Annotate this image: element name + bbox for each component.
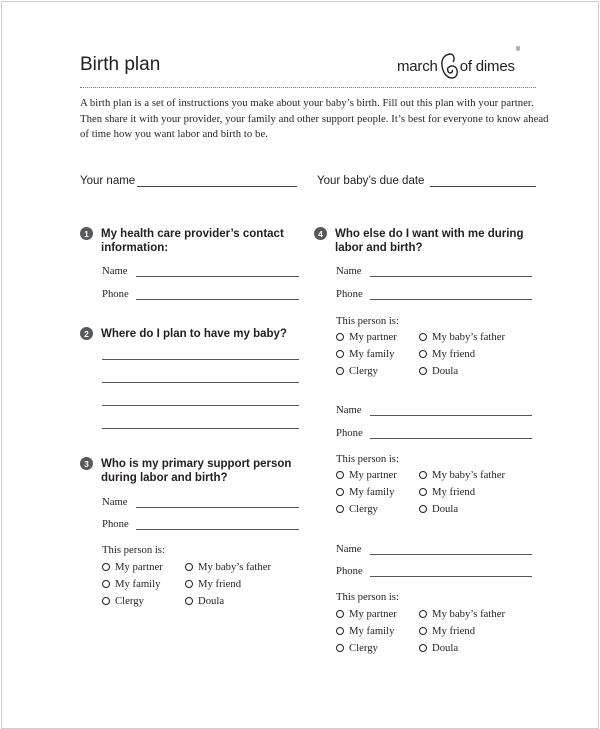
radio-circle-icon[interactable] — [419, 488, 427, 496]
option-label: My family — [349, 625, 395, 637]
radio-circle-icon[interactable] — [336, 488, 344, 496]
this-person-label: This person is: — [336, 591, 399, 603]
section-title-line: Where do I plan to have my baby? — [101, 328, 287, 340]
phone-label: Phone — [102, 288, 129, 300]
section-number-badge: 2 — [80, 327, 93, 340]
radio-circle-icon[interactable] — [102, 580, 110, 588]
page-title: Birth plan — [80, 54, 161, 75]
option-my-friend[interactable] — [419, 625, 475, 637]
option-label: My baby’s father — [432, 331, 506, 343]
birth-location-line-2[interactable] — [102, 381, 299, 383]
section-number-badge: 3 — [80, 457, 93, 470]
radio-circle-icon[interactable] — [336, 644, 344, 652]
person-a-phone-line[interactable] — [370, 289, 532, 300]
this-person-label: This person is: — [336, 453, 399, 465]
option-label: My baby’s father — [198, 561, 272, 573]
person-a-name-field[interactable] — [336, 265, 532, 277]
option-doula[interactable] — [419, 365, 458, 377]
radio-circle-icon[interactable] — [419, 367, 427, 375]
section-title-line: during labor and birth? — [101, 472, 228, 484]
radio-circle-icon[interactable] — [419, 333, 427, 341]
person-a-phone-field[interactable] — [336, 288, 532, 300]
phone-label: Phone — [336, 427, 363, 439]
radio-circle-icon[interactable] — [419, 350, 427, 358]
option-doula[interactable] — [419, 503, 458, 515]
option-clergy[interactable] — [102, 595, 144, 607]
section-number-badge: 1 — [80, 227, 93, 240]
option-my-partner[interactable] — [336, 469, 397, 481]
provider-phone-line[interactable] — [136, 289, 299, 300]
provider-name-field[interactable] — [102, 265, 299, 277]
option-label: My partner — [349, 469, 397, 481]
option-my-friend[interactable] — [185, 578, 241, 590]
phone-label: Phone — [336, 288, 363, 300]
option-label: My family — [349, 348, 395, 360]
radio-circle-icon[interactable] — [419, 505, 427, 513]
option-label: My baby’s father — [432, 469, 506, 481]
support-phone-line[interactable] — [136, 519, 299, 530]
option-my-partner[interactable] — [102, 561, 163, 573]
option-clergy[interactable] — [336, 503, 378, 515]
option-my-family[interactable] — [102, 578, 160, 590]
option-my-babys-father[interactable] — [419, 331, 505, 343]
phone-label: Phone — [102, 518, 129, 530]
section-title-line: Who else do I want with me during — [335, 228, 524, 240]
option-my-friend[interactable] — [419, 486, 475, 498]
radio-circle-icon[interactable] — [185, 563, 193, 571]
radio-circle-icon[interactable] — [336, 610, 344, 618]
this-person-label: This person is: — [102, 544, 165, 556]
radio-circle-icon[interactable] — [185, 580, 193, 588]
radio-circle-icon[interactable] — [336, 367, 344, 375]
option-doula[interactable] — [419, 642, 458, 654]
option-my-family[interactable] — [336, 486, 394, 498]
your-name-label: Your name — [80, 175, 136, 187]
due-date-label: Your baby’s due date — [317, 175, 425, 187]
your-name-line[interactable] — [137, 175, 297, 187]
option-label: Doula — [198, 595, 225, 607]
section-number-badge: 4 — [314, 227, 327, 240]
person-a-name-line[interactable] — [370, 266, 532, 277]
option-label: My baby’s father — [432, 608, 506, 620]
section-3-heading — [80, 457, 291, 485]
radio-circle-icon[interactable] — [336, 505, 344, 513]
section-2-heading — [80, 327, 287, 341]
section-4-heading — [314, 227, 523, 255]
option-label: Clergy — [349, 503, 378, 515]
option-label: My friend — [198, 578, 242, 590]
option-label: My family — [115, 578, 161, 590]
name-label: Name — [102, 265, 128, 277]
option-label: Clergy — [349, 642, 378, 654]
person-b-name-field[interactable] — [336, 404, 532, 416]
phone-label: Phone — [336, 565, 363, 577]
mother-baby-icon — [439, 52, 459, 80]
radio-circle-icon[interactable] — [336, 333, 344, 341]
option-label: Clergy — [115, 595, 144, 607]
provider-name-line[interactable] — [136, 266, 299, 277]
march-of-dimes-logo — [397, 47, 521, 81]
section-title-line: labor and birth? — [335, 242, 423, 254]
radio-circle-icon[interactable] — [102, 597, 110, 605]
birth-location-line-4[interactable] — [102, 427, 299, 429]
radio-circle-icon[interactable] — [419, 644, 427, 652]
option-my-family[interactable] — [336, 348, 394, 360]
logo-text-of-dimes: of dimes — [459, 57, 515, 75]
option-doula[interactable] — [185, 595, 224, 607]
option-label: Doula — [432, 642, 459, 654]
birth-location-line-3[interactable] — [102, 404, 299, 406]
person-c-name-field[interactable] — [336, 543, 532, 555]
person-b-phone-field[interactable] — [336, 427, 532, 439]
person-c-name-line[interactable] — [370, 544, 532, 555]
option-label: My partner — [349, 608, 397, 620]
birth-location-line-1[interactable] — [102, 358, 299, 360]
option-label: Clergy — [349, 365, 378, 377]
support-phone-field[interactable] — [102, 518, 299, 530]
intro-paragraph — [80, 96, 550, 143]
option-label: My family — [349, 486, 395, 498]
option-clergy[interactable] — [336, 365, 378, 377]
option-label: Doula — [432, 365, 459, 377]
provider-phone-field[interactable] — [102, 288, 299, 300]
logo-text-march: march — [397, 57, 438, 75]
support-name-field[interactable] — [102, 496, 299, 508]
radio-circle-icon[interactable] — [102, 563, 110, 571]
option-my-family[interactable] — [336, 625, 394, 637]
person-b-name-line[interactable] — [370, 405, 532, 416]
support-name-line[interactable] — [136, 497, 299, 508]
section-1-heading — [80, 227, 284, 255]
option-clergy[interactable] — [336, 642, 378, 654]
trademark-symbol: ® — [515, 47, 521, 53]
option-label: My partner — [349, 331, 397, 343]
radio-circle-icon[interactable] — [336, 627, 344, 635]
name-label: Name — [336, 404, 362, 416]
radio-circle-icon[interactable] — [336, 350, 344, 358]
due-date-field[interactable] — [317, 175, 536, 187]
person-b-phone-line[interactable] — [370, 428, 532, 439]
option-label: Doula — [432, 503, 459, 515]
option-my-partner[interactable] — [336, 608, 397, 620]
this-person-label: This person is: — [336, 315, 399, 327]
due-date-line[interactable] — [430, 175, 536, 187]
radio-circle-icon[interactable] — [419, 627, 427, 635]
name-label: Name — [336, 543, 362, 555]
radio-circle-icon[interactable] — [185, 597, 193, 605]
intro-text: A birth plan is a set of instructions you make about your baby’s birth. Fill out this plan with your partner. Then share it with your provider, your family and other support people. It’s best for everyone to know ahead of time how you want labor and birth to be. — [80, 97, 549, 141]
option-my-babys-father[interactable] — [185, 561, 271, 573]
section-title-line: Who is my primary support person — [101, 458, 292, 470]
option-my-babys-father[interactable] — [419, 469, 505, 481]
section-title-line: My health care provider’s contact — [101, 228, 284, 240]
radio-circle-icon[interactable] — [419, 610, 427, 618]
name-label: Name — [336, 265, 362, 277]
option-my-babys-father[interactable] — [419, 608, 505, 620]
name-label: Name — [102, 496, 128, 508]
option-label: My friend — [432, 625, 476, 637]
person-c-phone-line[interactable] — [370, 566, 532, 577]
header-divider — [80, 87, 536, 88]
option-label: My partner — [115, 561, 163, 573]
person-c-phone-field[interactable] — [336, 565, 532, 577]
radio-circle-icon[interactable] — [419, 471, 427, 479]
your-name-field[interactable] — [80, 175, 297, 187]
radio-circle-icon[interactable] — [336, 471, 344, 479]
option-my-friend[interactable] — [419, 348, 475, 360]
section-title-line: information: — [101, 242, 169, 254]
option-my-partner[interactable] — [336, 331, 397, 343]
option-label: My friend — [432, 486, 476, 498]
option-label: My friend — [432, 348, 476, 360]
